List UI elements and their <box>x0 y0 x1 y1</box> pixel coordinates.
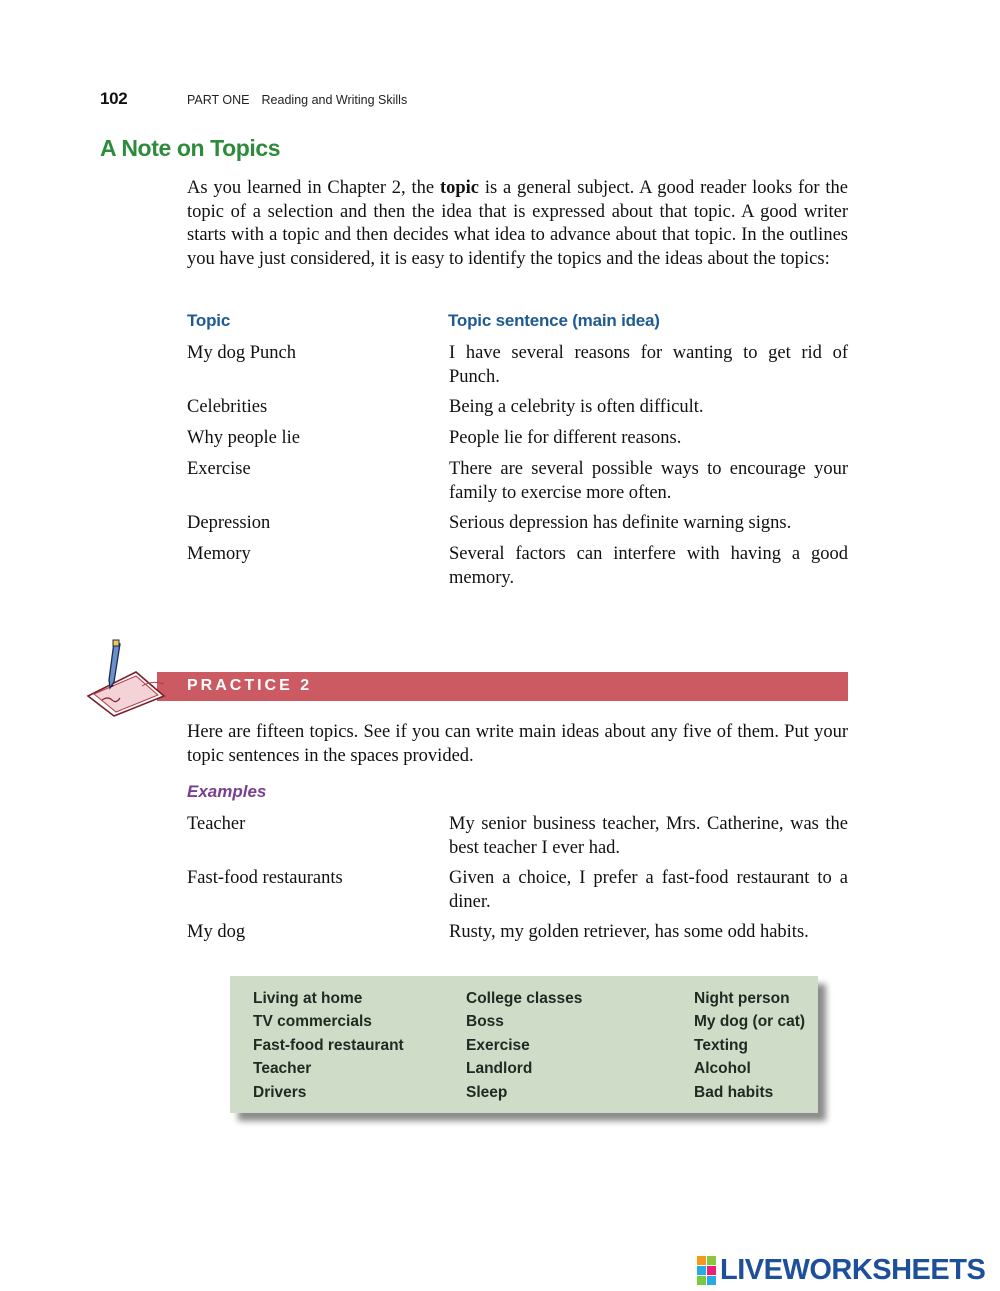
topic-item: Night person <box>694 990 790 1007</box>
topic-item: College classes <box>466 990 583 1007</box>
topic-item: Alcohol <box>694 1060 751 1078</box>
sentence-cell: Several factors can interfere with having a good memory. <box>449 544 848 588</box>
example-sentence: My senior business teacher, Mrs. Catherine, was the best teacher I ever had. <box>449 814 848 858</box>
section-title: A Note on Topics <box>100 135 281 161</box>
example-sentence: Given a choice, I prefer a fast-food restaurant to a diner. <box>449 868 848 912</box>
topic-item: Exercise <box>466 1036 530 1054</box>
topic-list-box <box>230 976 818 1113</box>
sentence-cell: Being a celebrity is often difficult. <box>449 397 704 417</box>
practice-instructions: Here are fifteen topics. See if you can write main ideas about any five of them. Put your topic sentences in the spaces provided. <box>187 722 848 766</box>
example-topic: Fast-food restaurants <box>187 868 343 888</box>
logo-squares-icon <box>697 1256 716 1285</box>
running-header <box>187 93 407 107</box>
example-sentence: Rusty, my golden retriever, has some odd habits. <box>449 922 809 942</box>
practice-label: PRACTICE 2 <box>187 677 313 694</box>
topic-item: Texting <box>694 1036 748 1054</box>
sentence-cell: People lie for different reasons. <box>449 428 682 448</box>
topic-cell: Memory <box>187 544 251 564</box>
section-label: Reading and Writing Skills <box>261 93 408 107</box>
example-topic: Teacher <box>187 814 246 834</box>
page-number: 102 <box>100 89 128 108</box>
topic-list-column <box>694 987 805 1104</box>
topic-item: Teacher <box>253 1060 312 1078</box>
topic-item: Drivers <box>253 1083 307 1101</box>
topic-list-column <box>466 987 582 1104</box>
intro-text-end: is a general subject. A good reader looks for the topic of a selection and then the idea that is expressed about that topic. A good writer starts with a topic and then decides what idea to advance about that topic. In the outlines you have just considered, it is easy to identify the topics and the ideas about the topics: <box>187 178 849 269</box>
part-label: PART ONE <box>187 93 250 107</box>
topic-cell: My dog Punch <box>187 343 296 363</box>
intro-paragraph <box>187 177 848 271</box>
topic-item: TV commercials <box>253 1013 372 1031</box>
example-topic: My dog <box>187 922 246 942</box>
topic-item: Landlord <box>466 1060 533 1078</box>
pencil-paper-icon <box>84 638 194 718</box>
topic-item: Bad habits <box>694 1083 774 1101</box>
topic-item: Fast-food restaurant <box>253 1036 404 1054</box>
topic-cell: Celebrities <box>187 397 268 417</box>
topic-cell: Exercise <box>187 459 251 479</box>
topic-column-heading: Topic <box>187 311 231 330</box>
sentence-column-heading: Topic sentence (main idea) <box>448 311 660 330</box>
topic-cell: Why people lie <box>187 428 301 448</box>
examples-heading: Examples <box>187 782 267 801</box>
sentence-cell: There are several possible ways to encourage your family to exercise more often. <box>449 459 848 503</box>
brand-name: LIVEWORKSHEETS <box>720 1253 986 1286</box>
topic-term: topic <box>439 178 479 198</box>
topic-item: Living at home <box>253 990 363 1007</box>
topic-item: My dog (or cat) <box>694 1013 806 1031</box>
topic-item: Sleep <box>466 1083 508 1101</box>
intro-text-start: As you learned in Chapter 2, the <box>187 178 440 198</box>
topic-item: Boss <box>466 1013 504 1031</box>
sentence-cell: Serious depression has definite warning signs. <box>449 513 792 533</box>
topic-cell: Depression <box>187 513 271 533</box>
topic-list-column <box>253 987 404 1104</box>
liveworksheets-logo <box>697 1254 985 1286</box>
sentence-cell: I have several reasons for wanting to get rid of Punch. <box>449 343 848 387</box>
